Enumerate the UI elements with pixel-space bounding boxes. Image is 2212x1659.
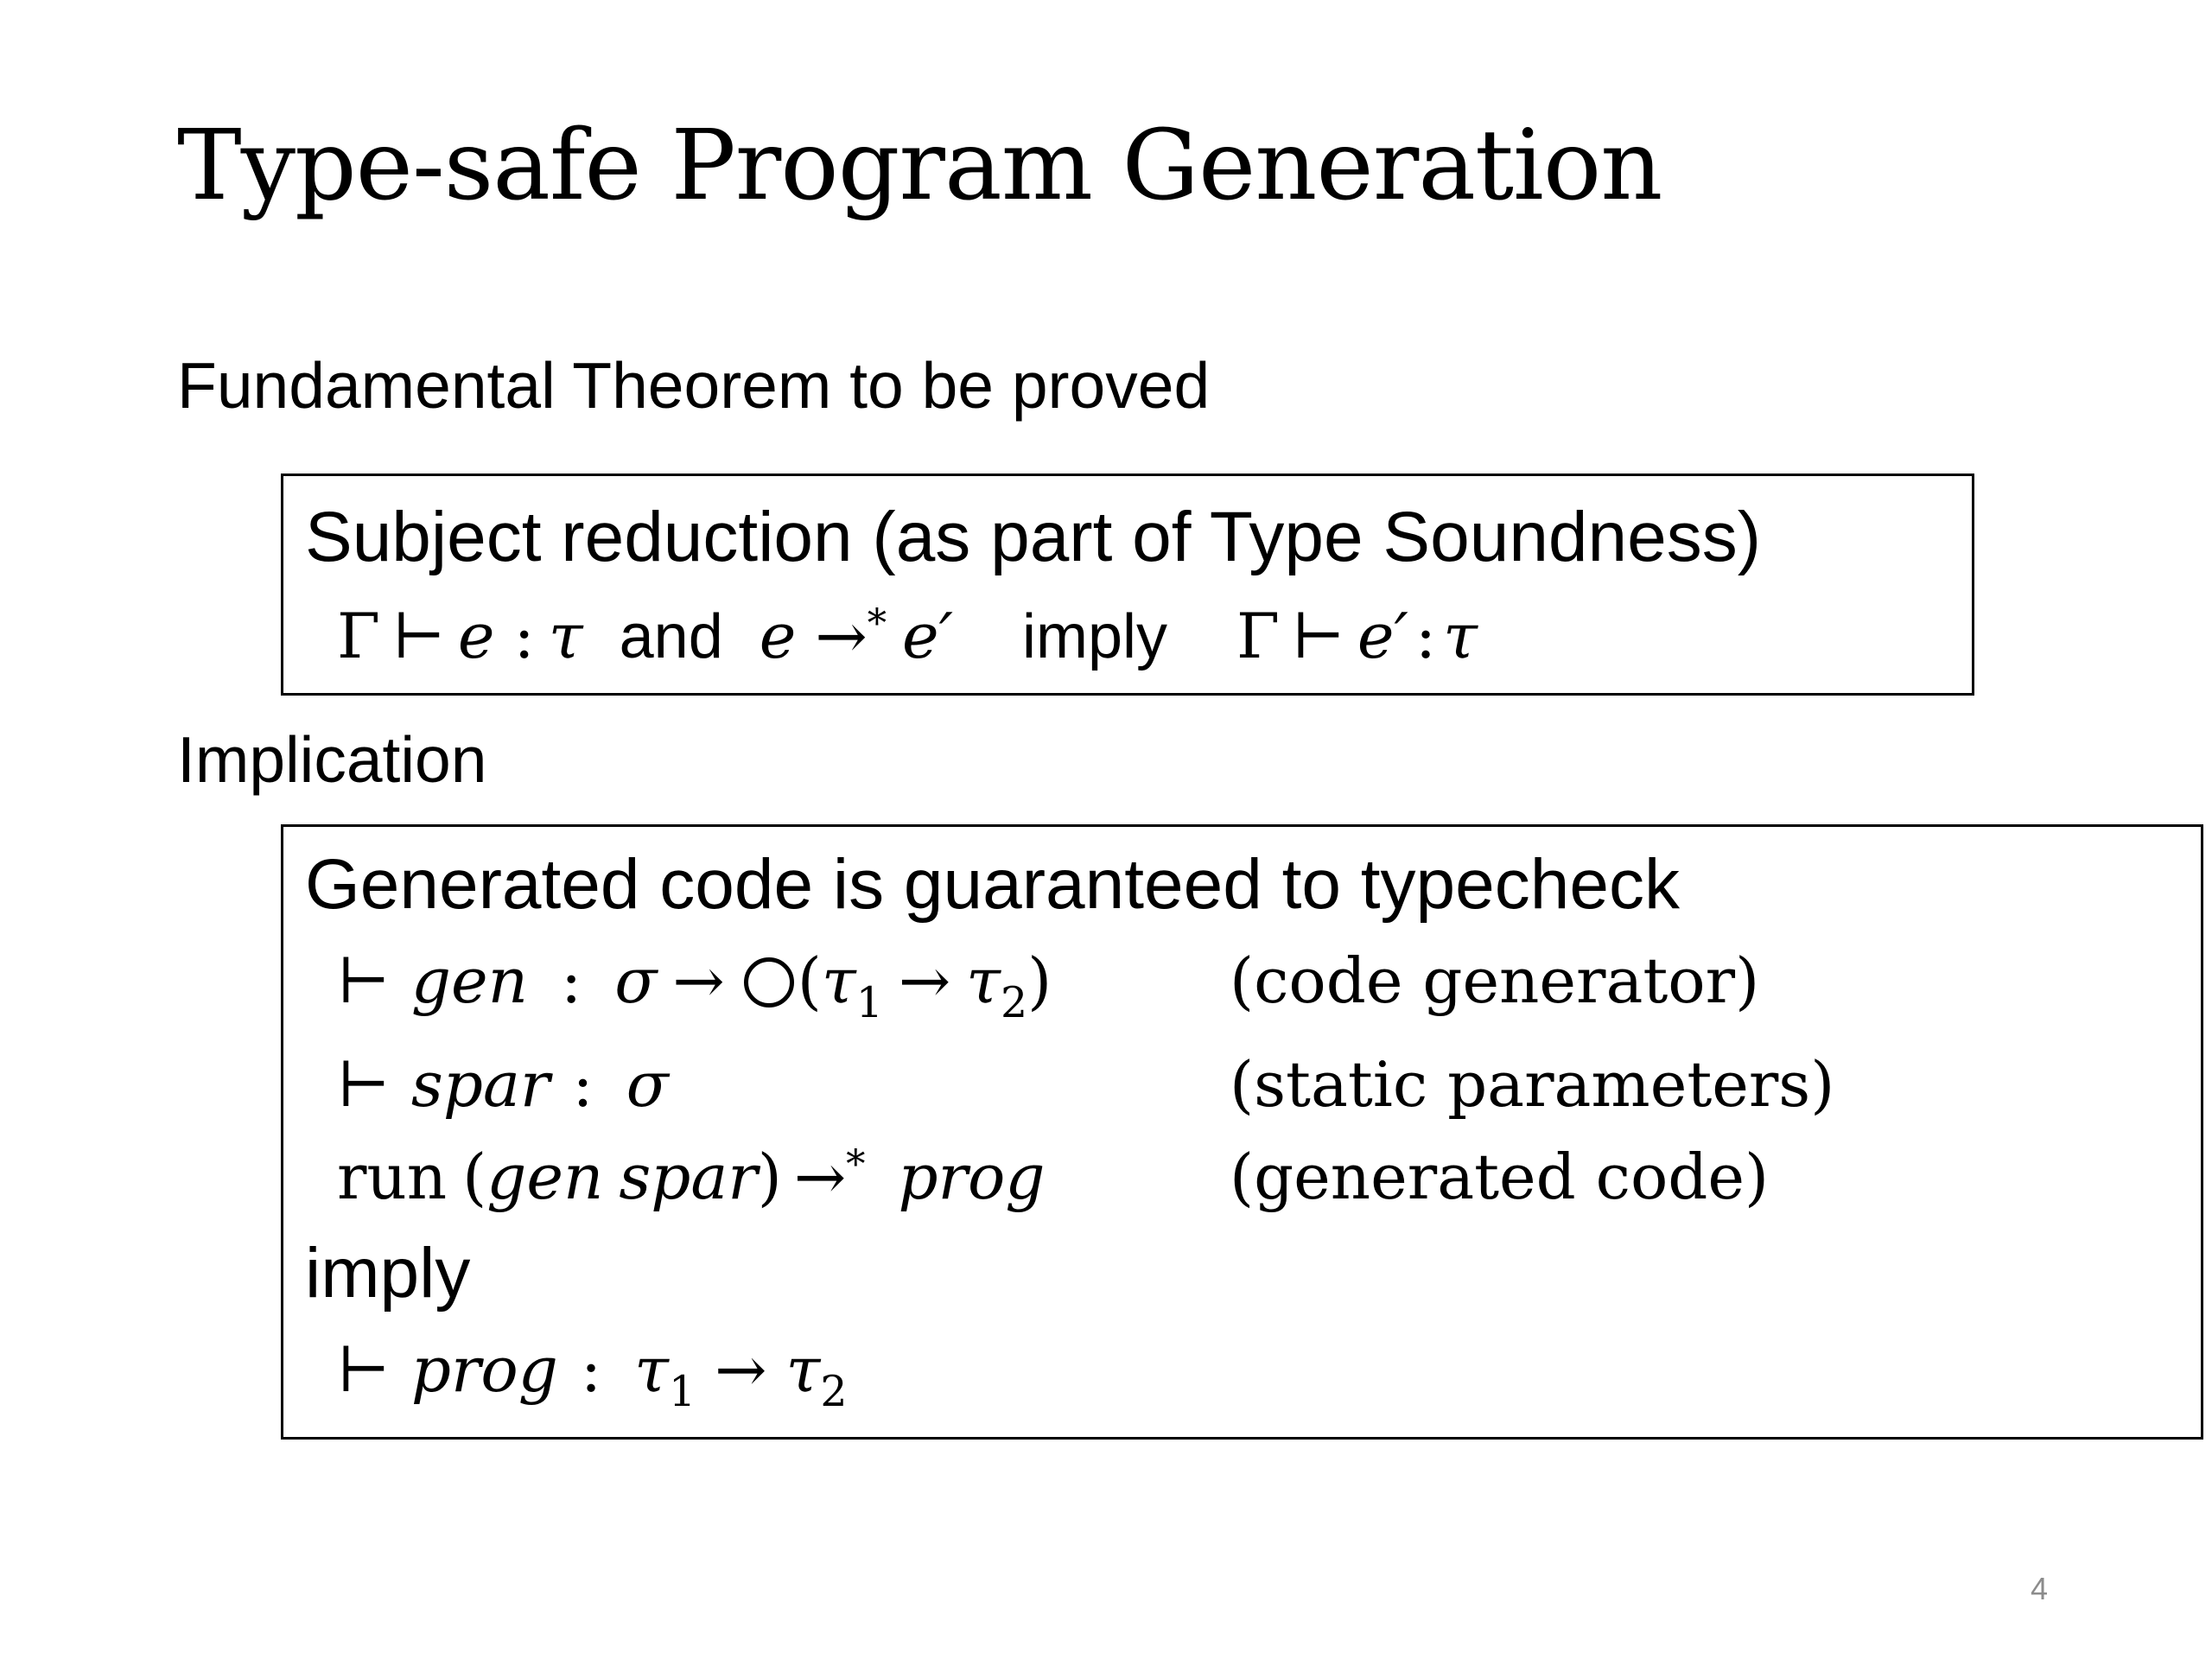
- turnstile-symbol: ⊢: [337, 1048, 391, 1121]
- sigma-symbol: σ: [614, 944, 658, 1017]
- subscript-2: 2: [820, 1367, 848, 1417]
- subscript-1: 1: [668, 1367, 696, 1417]
- spar-comment: (static parameters): [1230, 1048, 1835, 1121]
- implication-box: [281, 824, 2203, 1440]
- slide-title: Type-safe Program Generation: [177, 110, 1662, 222]
- close-paren: ): [1027, 944, 1052, 1017]
- turnstile-symbol: ⊢: [391, 600, 446, 672]
- subscript-2: 2: [1001, 978, 1028, 1028]
- spar-name: spar: [619, 1141, 758, 1213]
- colon-symbol: :: [580, 1333, 602, 1406]
- spar-name: spar: [410, 1048, 550, 1121]
- gen-name: gen: [486, 1141, 604, 1213]
- arrow-symbol-2: →: [898, 944, 951, 1017]
- imply-word: imply: [1021, 602, 1167, 671]
- spar-typing-line: [337, 1047, 669, 1122]
- and-word: and: [619, 602, 723, 671]
- run-comment: (generated code): [1230, 1141, 1770, 1213]
- expr-e-prime: e′: [902, 600, 953, 672]
- open-paren: (: [797, 944, 822, 1017]
- subscript-1: 1: [855, 978, 883, 1028]
- implication-box-title: Generated code is guaranteed to typecheck: [305, 845, 1680, 924]
- turnstile-symbol-2: ⊢: [1291, 600, 1345, 672]
- gamma-symbol: Γ: [337, 600, 380, 672]
- implication-heading: Implication: [177, 723, 487, 796]
- type-tau: τ: [548, 600, 583, 672]
- colon-symbol: :: [561, 944, 582, 1017]
- expr-e: e: [457, 600, 495, 672]
- open-paren: (: [462, 1141, 487, 1213]
- colon-symbol: :: [572, 1048, 594, 1121]
- multistep-arrow: →: [793, 1141, 847, 1213]
- tau-symbol-2: τ: [966, 944, 1001, 1017]
- gamma-symbol-2: Γ: [1236, 600, 1280, 672]
- sigma-symbol: σ: [626, 1048, 669, 1121]
- expr-e-prime-2: e′: [1357, 600, 1408, 672]
- prog-name: prog: [898, 1141, 1046, 1213]
- tau-symbol-2: τ: [785, 1333, 821, 1406]
- gen-name: gen: [410, 944, 528, 1017]
- turnstile-symbol: ⊢: [337, 1333, 391, 1406]
- prog-name: prog: [410, 1333, 558, 1406]
- imply-word: imply: [305, 1234, 471, 1313]
- circle-modality-icon: [744, 957, 794, 1007]
- run-line: [337, 1140, 1045, 1214]
- multistep-arrow: →: [815, 600, 868, 672]
- tau-symbol: τ: [821, 944, 856, 1017]
- theorem-heading: Fundamental Theorem to be proved: [177, 349, 1211, 422]
- star-symbol: *: [867, 601, 887, 646]
- close-paren: ): [757, 1141, 782, 1213]
- tau-symbol: τ: [634, 1333, 669, 1406]
- run-word: run: [337, 1141, 448, 1213]
- colon-symbol: :: [513, 600, 535, 672]
- arrow-symbol: →: [715, 1333, 767, 1406]
- turnstile-symbol: ⊢: [337, 944, 391, 1017]
- arrow-symbol: →: [672, 944, 725, 1017]
- expr-e-2: e: [759, 600, 797, 672]
- gen-typing-line: [337, 944, 1052, 1028]
- subject-reduction-formula: [337, 599, 1478, 674]
- theorem-box-title: Subject reduction (as part of Type Soundness): [305, 498, 1762, 576]
- gen-comment: (code generator): [1230, 944, 1760, 1017]
- page-number: 4: [2030, 1571, 2048, 1606]
- type-tau-2: τ: [1443, 600, 1478, 672]
- theorem-box: [281, 474, 1974, 696]
- prog-typing-line: [337, 1332, 848, 1417]
- star-symbol: *: [846, 1141, 866, 1187]
- colon-symbol-2: :: [1414, 600, 1437, 672]
